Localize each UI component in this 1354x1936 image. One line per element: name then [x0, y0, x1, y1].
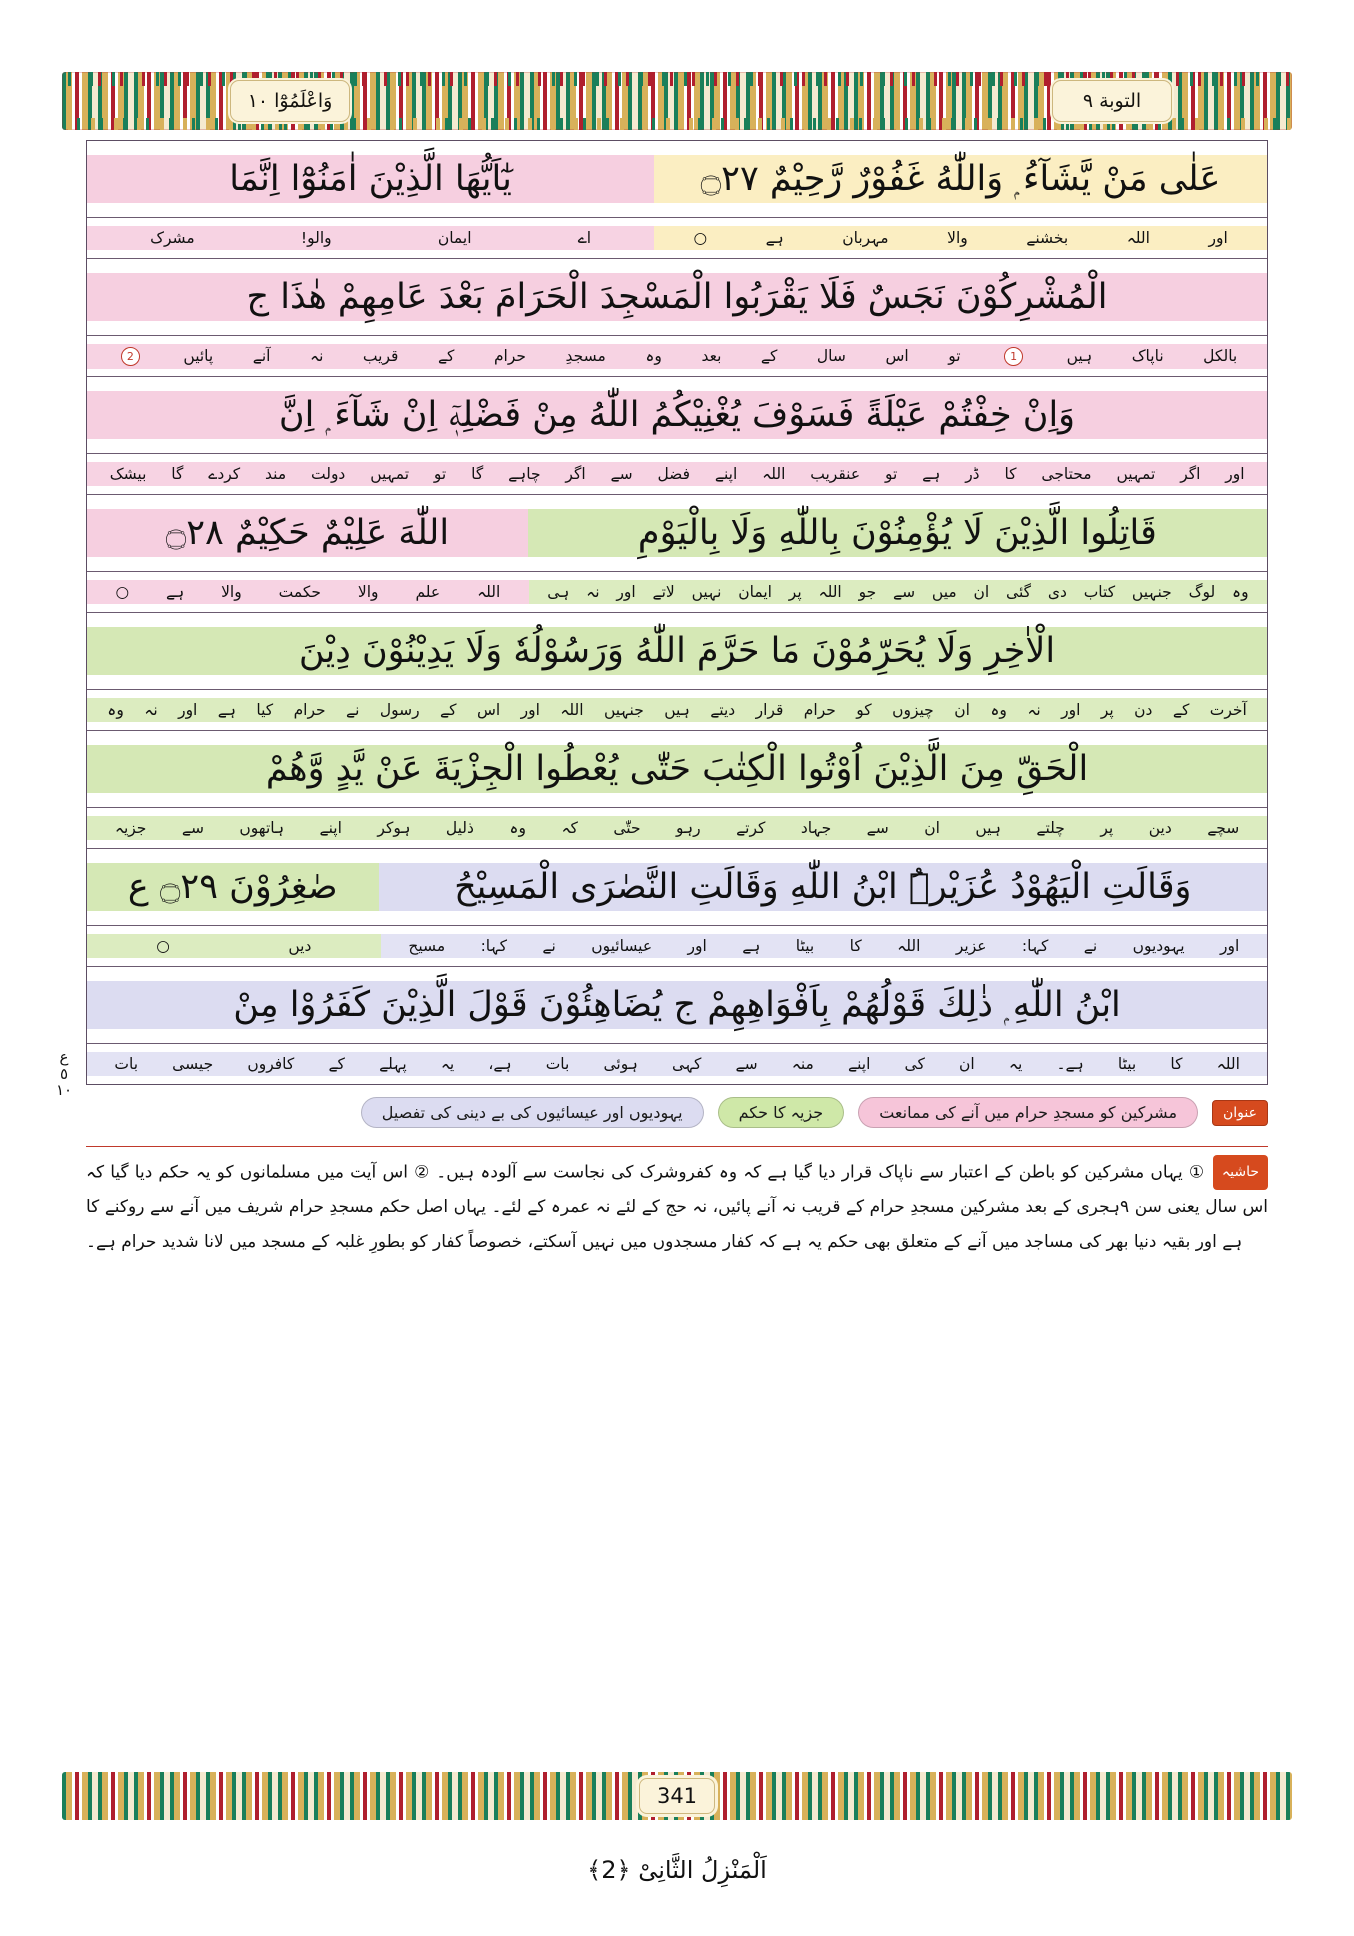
- translation-word: کی: [904, 1055, 925, 1073]
- footnote-section: [86, 1146, 1268, 1260]
- translation-segment: [87, 226, 654, 250]
- translation-word: پہلے: [379, 1055, 407, 1073]
- translation-word: اور: [1061, 701, 1081, 719]
- translation-word: میں: [931, 583, 957, 601]
- translation-word: اگر: [1180, 465, 1201, 483]
- ayah-line-row: [87, 731, 1267, 808]
- translation-word: اور: [1208, 229, 1228, 247]
- translation-word: دولت: [311, 465, 346, 483]
- translation-word: اللہ: [762, 465, 786, 483]
- translation-line-row: [87, 808, 1267, 849]
- translation-word: چاہے: [508, 465, 541, 483]
- translation-line-row: [87, 218, 1267, 259]
- translation-segment: [87, 1052, 1267, 1076]
- ayah-segment: الْحَقِّ مِنَ الَّذِيْنَ اُوْتُوا الْكِتٰبَ حَتّٰى يُعْطُوا الْجِزْيَةَ عَنْ يَّدٍ وَّهُمْ: [87, 745, 1267, 793]
- translation-line-row: [87, 572, 1267, 613]
- translation-word: نے: [542, 937, 556, 955]
- page-number: 341: [639, 1778, 715, 1814]
- translation-word: ہے۔: [1056, 1055, 1084, 1073]
- translation-word: نہ: [586, 583, 600, 601]
- translation-word: حتّٰی: [613, 819, 641, 837]
- translation-word: اے: [577, 229, 592, 247]
- translation-word: فضل: [657, 465, 691, 483]
- translation-segment: [529, 580, 1267, 604]
- translation-word: نہ: [309, 347, 324, 365]
- translation-word: قریب: [362, 347, 399, 365]
- translation-word: بخشنے: [1026, 229, 1069, 247]
- translation-word: جیسی: [172, 1055, 214, 1073]
- translation-word: عیسائیوں: [591, 937, 653, 955]
- translation-word: رسول: [379, 701, 420, 719]
- translation-word: بیشک: [109, 465, 147, 483]
- translation-word: لاتے: [652, 583, 675, 601]
- translation-word: قرار: [755, 701, 784, 719]
- translation-word: اگر: [565, 465, 586, 483]
- translation-word: وہ: [107, 701, 124, 719]
- translation-word: ہے: [166, 583, 185, 601]
- translation-word: بات: [114, 1055, 139, 1073]
- topic-label-bar: [86, 1097, 1268, 1128]
- translation-word: ہاتھوں: [239, 819, 285, 837]
- translation-word: دیتے: [710, 701, 736, 719]
- translation-word: ناپاک: [1131, 347, 1164, 365]
- ayah-segment: يٰٓاَيُّهَا الَّذِيْنَ اٰمَنُوْٓا اِنَّمَا: [87, 155, 654, 203]
- translation-segment: [87, 934, 381, 958]
- translation-word: اللہ: [897, 937, 921, 955]
- translation-word: جنہیں: [603, 701, 644, 719]
- ayah-line-row: [87, 141, 1267, 218]
- translation-segment: [87, 344, 1267, 369]
- translation-word: مشرک: [150, 229, 195, 247]
- translation-word: گا: [171, 465, 184, 483]
- translation-word: سچے: [1207, 819, 1240, 837]
- ayah-line-row: [87, 495, 1267, 572]
- translation-word: ان: [954, 701, 970, 719]
- translation-word: رہو: [676, 819, 701, 837]
- translation-word: اور: [616, 583, 636, 601]
- translation-word: ان: [973, 583, 990, 601]
- translation-segment: [87, 580, 529, 604]
- translation-word: سے: [866, 819, 889, 837]
- translation-word: آنے: [252, 347, 271, 365]
- ayah-line-row: [87, 259, 1267, 336]
- translation-word: کے: [1172, 701, 1190, 719]
- translation-word: یہ: [1008, 1055, 1023, 1073]
- translation-word: کے: [328, 1055, 345, 1073]
- translation-word: وہ: [1232, 583, 1249, 601]
- translation-line-row: [87, 926, 1267, 967]
- translation-word: بالکل: [1203, 347, 1238, 365]
- unwan-tag: عنوان: [1212, 1100, 1268, 1126]
- ayah-segment: وَاِنْ خِفْتُمْ عَيْلَةً فَسَوْفَ يُغْنِيْكُمُ اللّٰهُ مِنْ فَضْلِهٖٓ اِنْ شَآءَ ۭ اِنَّ: [87, 391, 1267, 439]
- translation-word: مسیح: [408, 937, 446, 955]
- translation-word: 2: [117, 347, 144, 366]
- translation-word: علم: [415, 583, 441, 601]
- translation-word: جو: [858, 583, 877, 601]
- translation-segment: [654, 226, 1267, 250]
- translation-segment: [381, 934, 1267, 958]
- translation-word: ڈر: [965, 465, 980, 483]
- translation-word: دی: [1047, 583, 1067, 601]
- ayah-segment: الْاٰخِرِ وَلَا يُحَرِّمُوْنَ مَا حَرَّمَ اللّٰهُ وَرَسُوْلُهٗ وَلَا يَدِيْنُوْنَ دِيْنَ: [87, 627, 1267, 675]
- translation-word: اور: [687, 937, 707, 955]
- ayah-segment: صٰغِرُوْنَ ۝٢٩ ع: [87, 863, 379, 911]
- translation-word: دیں: [288, 937, 312, 955]
- ruku-marker: ع ٥ ١٠: [55, 1048, 73, 1099]
- translation-word: اس: [885, 347, 909, 365]
- ayah-segment: ابْنُ اللّٰهِ ۭ ذٰلِكَ قَوْلُهُمْ بِاَفْوَاهِهِمْ ج يُضَاهِئُوْنَ قَوْلَ الَّذِيْنَ كَفَرُوْا مِنْ: [87, 981, 1267, 1029]
- translation-word: ہے: [922, 465, 941, 483]
- translation-word: ہیں: [975, 819, 1001, 837]
- translation-word: اللہ: [1126, 229, 1150, 247]
- translation-word: دن: [1134, 701, 1153, 719]
- translation-word: بات: [545, 1055, 570, 1073]
- ayah-line-row: [87, 849, 1267, 926]
- translation-word: تمہیں: [1116, 465, 1156, 483]
- translation-word: کافروں: [247, 1055, 295, 1073]
- translation-word: ہی: [547, 583, 570, 601]
- hashiya-tag: حاشیہ: [1213, 1155, 1268, 1190]
- translation-word: 1: [1000, 347, 1027, 366]
- manzil-label: اَلْمَنْزِلُ الثَّانِیْ ﴿2﴾: [587, 1856, 767, 1884]
- translation-word: ذلیل: [445, 819, 474, 837]
- translation-word: وہ: [645, 347, 662, 365]
- translation-word: گئی: [1006, 583, 1032, 601]
- translation-word: لوگ: [1188, 583, 1216, 601]
- translation-word: جنہیں: [1131, 583, 1172, 601]
- translation-word: ○: [156, 937, 170, 955]
- translation-word: اپنے: [714, 465, 738, 483]
- translation-word: والو!: [300, 229, 332, 247]
- translation-word: عزیر: [955, 937, 987, 955]
- translation-word: ان: [959, 1055, 975, 1073]
- translation-segment: [87, 462, 1267, 486]
- topic-pill: جزیہ کا حکم: [718, 1097, 845, 1128]
- juz-name-cartouche: وَاعْلَمُوْٓا ١٠: [230, 80, 350, 122]
- footnote-body: [86, 1155, 1268, 1260]
- quran-page: [0, 72, 1354, 1936]
- translation-word: پر: [1100, 701, 1114, 719]
- footer-ornament-band: [62, 1772, 1292, 1820]
- ayah-line-row: [87, 377, 1267, 454]
- translation-word: کے: [437, 347, 455, 365]
- translation-word: بیٹا: [1117, 1055, 1137, 1073]
- translation-word: کے: [440, 701, 457, 719]
- translation-word: پر: [788, 583, 802, 601]
- translation-word: سے: [181, 819, 204, 837]
- translation-word: والا: [221, 583, 242, 601]
- translation-word: اللہ: [477, 583, 501, 601]
- translation-word: پر: [1100, 819, 1114, 837]
- translation-word: ان: [924, 819, 940, 837]
- translation-word: بیٹا: [795, 937, 815, 955]
- topic-pill: یہودیوں اور عیسائیوں کی بے دینی کی تفصیل: [361, 1097, 704, 1128]
- translation-word: اپنے: [848, 1055, 871, 1073]
- translation-word: والا: [357, 583, 379, 601]
- translation-word: جزیہ: [114, 819, 147, 837]
- translation-word: کا: [1170, 1055, 1183, 1073]
- translation-word: حرام: [293, 701, 326, 719]
- translation-word: نہ: [1027, 701, 1041, 719]
- translation-word: ○: [115, 583, 130, 601]
- translation-line-row: [87, 1044, 1267, 1084]
- translation-word: ○: [693, 229, 708, 247]
- translation-word: کا: [849, 937, 862, 955]
- translation-word: حرام: [493, 347, 526, 365]
- translation-word: عنقریب: [810, 465, 861, 483]
- translation-word: ہے: [217, 701, 236, 719]
- translation-word: کا: [1004, 465, 1017, 483]
- translation-word: جہاد: [800, 819, 832, 837]
- translation-word: ایمان: [437, 229, 472, 247]
- translation-word: اور: [1220, 937, 1240, 955]
- translation-word: کو: [856, 701, 872, 719]
- translation-word: کہی: [672, 1055, 702, 1073]
- translation-word: سے: [610, 465, 633, 483]
- translation-word: دین: [1148, 819, 1172, 837]
- translation-word: یہودیوں: [1132, 937, 1185, 955]
- translation-word: اللہ: [818, 583, 842, 601]
- translation-word: اس: [476, 701, 501, 719]
- translation-word: مہربان: [842, 229, 889, 247]
- ayah-segment: الْمُشْرِكُوْنَ نَجَسٌ فَلَا يَقْرَبُوا الْمَسْجِدَ الْحَرَامَ بَعْدَ عَامِهِمْ هٰذَا ج: [87, 273, 1267, 321]
- translation-word: کرتے: [736, 819, 766, 837]
- translation-word: اپنے: [319, 819, 342, 837]
- translation-word: اللہ: [560, 701, 584, 719]
- translation-word: کے: [760, 347, 778, 365]
- translation-word: تو: [948, 347, 961, 365]
- translation-word: آخرت: [1209, 701, 1247, 719]
- translation-line-row: [87, 336, 1267, 377]
- translation-word: والا: [947, 229, 968, 247]
- translation-word: منہ: [791, 1055, 814, 1073]
- translation-word: تو: [433, 465, 447, 483]
- translation-segment: [87, 698, 1267, 722]
- translation-word: حکمت: [278, 583, 321, 601]
- translation-word: کہا:: [480, 937, 507, 955]
- translation-word: مند: [265, 465, 287, 483]
- translation-word: نے: [1083, 937, 1098, 955]
- translation-word: ہے،: [488, 1055, 512, 1073]
- translation-word: چلتے: [1036, 819, 1065, 837]
- translation-segment: [87, 816, 1267, 840]
- translation-word: سے: [892, 583, 916, 601]
- translation-line-row: [87, 454, 1267, 495]
- ayah-line-row: [87, 967, 1267, 1044]
- translation-word: وہ: [509, 819, 526, 837]
- translation-word: سال: [816, 347, 846, 365]
- translation-line-row: [87, 690, 1267, 731]
- translation-word: پائیں: [183, 347, 214, 365]
- translation-word: نہ: [144, 701, 158, 719]
- translation-word: اور: [178, 701, 198, 719]
- translation-word: ہے: [765, 229, 784, 247]
- translation-word: حرام: [803, 701, 836, 719]
- translation-word: کتاب: [1083, 583, 1116, 601]
- translation-word: نہیں: [691, 583, 722, 601]
- footnote-divider: [86, 1146, 1268, 1147]
- translation-word: گا: [471, 465, 484, 483]
- translation-word: تو: [884, 465, 898, 483]
- translation-word: بعد: [701, 347, 722, 365]
- translation-word: کردے: [208, 465, 241, 483]
- translation-word: وہ: [990, 701, 1007, 719]
- translation-word: یہ: [440, 1055, 455, 1073]
- quran-verse-block: [55, 140, 1268, 1099]
- translation-word: ہے: [742, 937, 761, 955]
- translation-word: چیزوں: [892, 701, 934, 719]
- translation-word: تمہیں: [370, 465, 410, 483]
- translation-word: اور: [520, 701, 540, 719]
- translation-word: کیا: [256, 701, 274, 719]
- translation-word: ہوکر: [377, 819, 411, 837]
- topic-pill: مشرکین کو مسجدِ حرام میں آنے کی ممانعت: [858, 1097, 1198, 1128]
- footnote-text: ① یہاں مشرکین کو باطن کے اعتبار سے ناپاک قرار دیا گیا ہے کہ وہ کفروشرک کی نجاست سے آلودہ ہیں۔ ② اس آیت میں مسلمانوں کو یہ حکم دیا گیا کہ اس سال یعنی سن ۹ہجری کے بعد مشرکین مسجدِ حرام کے قریب نہ آنے پائیں، نہ حج کے لئے نہ عمرہ کے لئے۔ یہاں اصل حکم مسجدِ حرام شریف میں آنے سے روکنے کا ہے اور بقیہ دنیا بھر کی مساجد میں آنے کے متعلق بھی حکم یہ ہے کہ کفار مسجدوں میں نہیں آسکتے، خصوصاً کفار کو بطورِ غلبہ کے مسجد میں لانا شدید حرام ہے۔: [86, 1162, 1268, 1253]
- ayah-segment: قَاتِلُوا الَّذِيْنَ لَا يُؤْمِنُوْنَ بِاللّٰهِ وَلَا بِالْيَوْمِ: [528, 509, 1267, 557]
- translation-word: ہوئی: [603, 1055, 638, 1073]
- ayah-segment: وَقَالَتِ الْيَهُوْدُ عُزَيْرُۨ ابْنُ اللّٰهِ وَقَالَتِ النَّصٰرَى الْمَسِيْحُ: [379, 863, 1267, 911]
- translation-word: نے: [346, 701, 360, 719]
- translation-word: محتاجی: [1041, 465, 1092, 483]
- ayah-segment: عَلٰى مَنْ يَّشَآءُ ۭ وَاللّٰهُ غَفُوْرٌ رَّحِيْمٌ ۝٢٧: [654, 155, 1267, 203]
- surah-name-cartouche: التوبة ٩: [1052, 80, 1172, 122]
- ayah-segment: اللّٰهَ عَلِيْمٌ حَكِيْمٌ ۝٢٨: [87, 509, 528, 557]
- translation-word: ہیں: [664, 701, 690, 719]
- translation-word: مسجدِ: [565, 347, 606, 365]
- header-ornament-band: [62, 72, 1292, 130]
- translation-word: ہیں: [1066, 347, 1093, 365]
- translation-word: اللہ: [1216, 1055, 1240, 1073]
- translation-word: کہا:: [1021, 937, 1049, 955]
- translation-word: ایمان: [738, 583, 772, 601]
- translation-word: سے: [735, 1055, 758, 1073]
- translation-word: کہ: [561, 819, 578, 837]
- translation-word: اور: [1225, 465, 1245, 483]
- ayah-line-row: [87, 613, 1267, 690]
